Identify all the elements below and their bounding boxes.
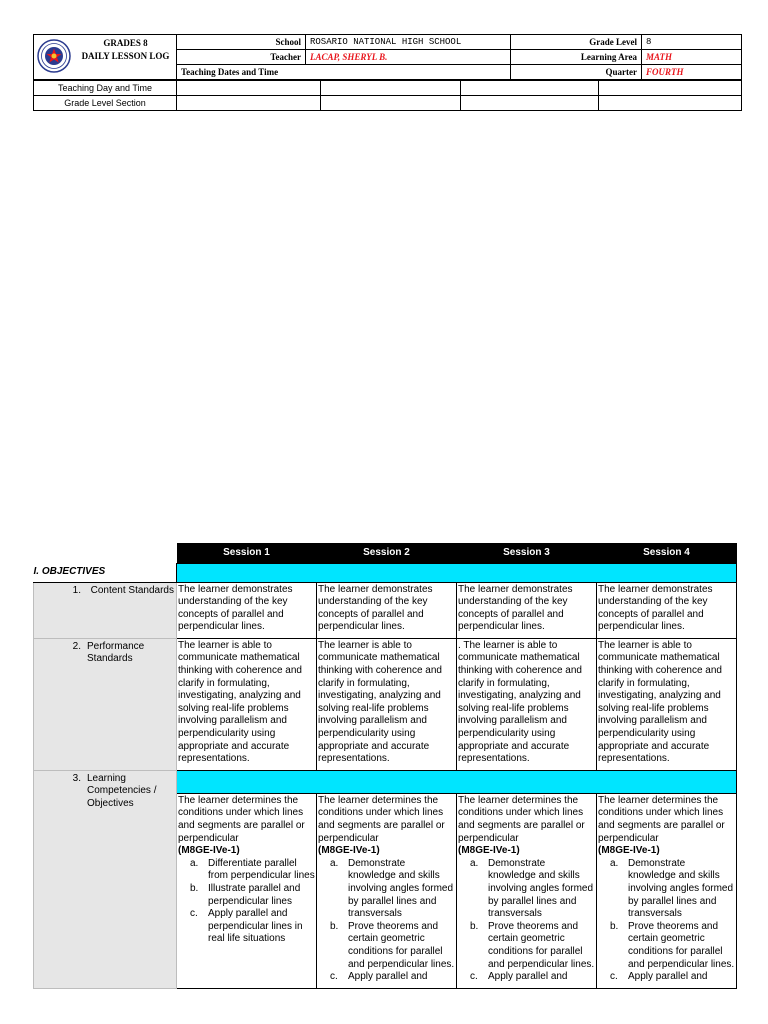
competency-code: (M8GE-IVe-1): [598, 845, 660, 857]
objectives-table: [33, 543, 737, 989]
list-item: c. Apply parallel and: [610, 971, 708, 983]
schedule-cell: [321, 96, 461, 111]
competency-list: [318, 858, 455, 984]
list-item: b. Prove theorems and certain geometric conditions for parallel and perpendicular lines.: [330, 920, 455, 970]
list-item: a. Demonstrate knowledge and skills involving angles formed by parallel lines and transversals: [610, 857, 734, 920]
session-1-header: Session 1: [177, 543, 317, 564]
list-item: a. Demonstrate knowledge and skills involving angles formed by parallel lines and transversals: [330, 857, 454, 920]
session-2-header: Session 2: [317, 543, 457, 564]
learning-competencies-label: 3. Learning Competencies / Objectives: [34, 770, 177, 988]
grade-level-section-label: Grade Level Section: [34, 96, 177, 111]
session-4-header: Session 4: [597, 543, 737, 564]
schedule-cell: [177, 96, 321, 111]
competency-code: (M8GE-IVe-1): [318, 845, 380, 857]
competency-list: [458, 858, 595, 984]
schedule-table: [33, 80, 742, 111]
competency-intro: The learner determines the conditions under which lines and segments are parallel or perpendicular: [598, 794, 725, 844]
teacher-label: Teacher: [177, 50, 306, 65]
competency-code: (M8GE-IVe-1): [178, 845, 240, 857]
competencies-cell-session-3: [457, 793, 597, 988]
list-item: b. Prove theorems and certain geometric conditions for parallel and perpendicular lines.: [610, 920, 735, 970]
competency-list: [598, 858, 735, 984]
competencies-cyan-band: [177, 770, 737, 793]
content-standards-cell: The learner demonstrates understanding of the key concepts of parallel and perpendicular lines.: [457, 582, 597, 638]
performance-standards-cell: The learner is able to communicate mathematical thinking with coherence and clarify in formulating, investigating, analyzing and solving real-life problems involving parallelism and perpendicularity using appropriate and accurate representations.: [597, 638, 737, 770]
content-standards-cell: The learner demonstrates understanding of the key concepts of parallel and perpendicular lines.: [317, 582, 457, 638]
teacher-value: LACAP, SHERYL B.: [306, 50, 511, 65]
quarter-value: FOURTH: [642, 65, 742, 80]
list-item: c. Apply parallel and: [330, 971, 428, 983]
list-item: b. Prove theorems and certain geometric conditions for parallel and perpendicular lines.: [470, 920, 595, 970]
competencies-cell-session-2: [317, 793, 457, 988]
grade-level-label: Grade Level: [511, 35, 642, 50]
teaching-dates-label: Teaching Dates and Time: [177, 65, 511, 80]
competency-intro: The learner determines the conditions under which lines and segments are parallel or perpendicular: [178, 794, 305, 844]
content-standards-label: 1. Content Standards: [34, 582, 177, 638]
schedule-cell: [321, 81, 461, 96]
list-item: c. Apply parallel and: [470, 971, 568, 983]
school-label: School: [177, 35, 306, 50]
competency-code: (M8GE-IVe-1): [458, 845, 520, 857]
competency-intro: The learner determines the conditions under which lines and segments are parallel or perpendicular: [318, 794, 445, 844]
schedule-cell: [599, 81, 742, 96]
objectives-cyan-band: [177, 564, 737, 583]
performance-standards-cell: The learner is able to communicate mathematical thinking with coherence and clarify in formulating, investigating, analyzing and solving real-life problems involving parallelism and perpendicularity using appropriate and accurate representations.: [317, 638, 457, 770]
learning-area-value: MATH: [642, 50, 742, 65]
quarter-label: Quarter: [511, 65, 642, 80]
objectives-section-title: I. OBJECTIVES: [34, 564, 177, 583]
learning-area-label: Learning Area: [511, 50, 642, 65]
content-standards-cell: The learner demonstrates understanding of the key concepts of parallel and perpendicular lines.: [597, 582, 737, 638]
content-standards-cell: The learner demonstrates understanding of the key concepts of parallel and perpendicular lines.: [177, 582, 317, 638]
schedule-cell: [461, 81, 599, 96]
teaching-day-time-label: Teaching Day and Time: [34, 81, 177, 96]
header-table: [33, 34, 742, 80]
grade-level-value: 8: [642, 35, 742, 50]
competencies-cell-session-1: [177, 793, 317, 988]
performance-standards-cell: The learner is able to communicate mathematical thinking with coherence and clarify in formulating, investigating, analyzing and solving real-life problems involving parallelism and perpendicularity using appropriate and accurate representations.: [177, 638, 317, 770]
schedule-cell: [461, 96, 599, 111]
list-item: b. Illustrate parallel and perpendicular lines: [190, 882, 301, 907]
title-grade: GRADES 8: [103, 37, 148, 48]
list-item: a. Differentiate parallel from perpendicular lines: [190, 857, 315, 882]
competency-intro: The learner determines the conditions under which lines and segments are parallel or perpendicular: [458, 794, 585, 844]
schedule-cell: [177, 81, 321, 96]
schedule-cell: [599, 96, 742, 111]
deped-seal-icon: [37, 39, 71, 73]
competency-list: [178, 858, 315, 946]
competencies-cell-session-4: [597, 793, 737, 988]
logo-title-cell: [34, 35, 177, 80]
list-item: c. Apply parallel and perpendicular lines in real life situations: [190, 908, 303, 945]
school-value: ROSARIO NATIONAL HIGH SCHOOL: [306, 35, 511, 50]
title-log: DAILY LESSON LOG: [81, 50, 170, 61]
list-item: a. Demonstrate knowledge and skills involving angles formed by parallel lines and transversals: [470, 857, 594, 920]
session-3-header: Session 3: [457, 543, 597, 564]
performance-standards-label: 2. Performance Standards: [34, 638, 177, 770]
performance-standards-cell: . The learner is able to communicate mathematical thinking with coherence and clarify in formulating, investigating, analyzing and solving real-life problems involving parallelism and perpendicularity using appropriate and accurate representations.: [457, 638, 597, 770]
